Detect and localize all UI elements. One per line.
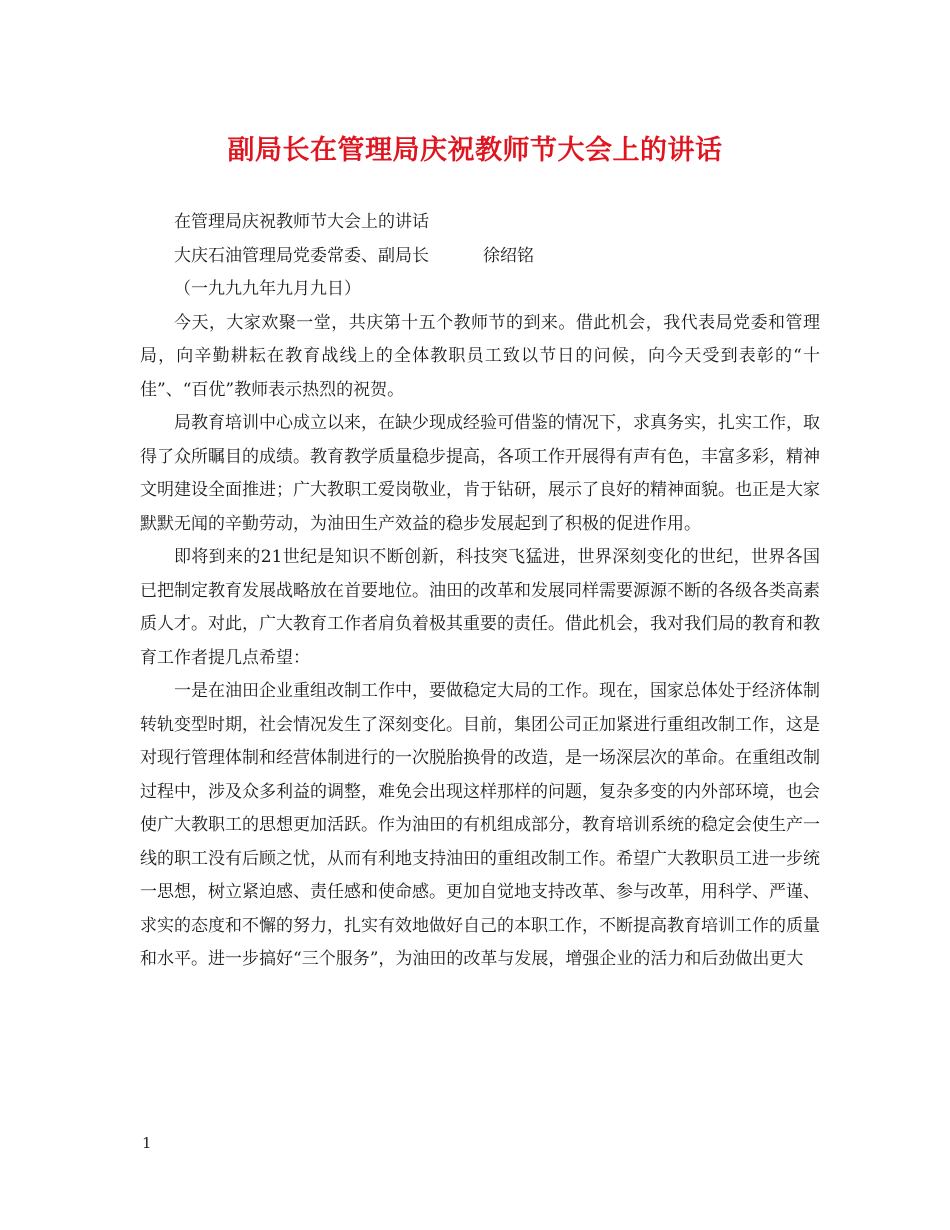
author-line — [140, 240, 820, 274]
paragraph: 局教育培训中心成立以来，在缺少现成经验可借鉴的情况下，求真务实，扎实工作，取得了众所瞩目的成绩。教育教学质量稳步提高，各项工作开展得有声有色，丰富多彩，精神文明建设全面推进；广大教职工爱岗敬业，肯于钻研，展示了良好的精神面貌。也正是大家默默无闻的辛勤劳动，为油田生产效益的稳步发展起到了积极的促进作用。 — [140, 413, 820, 534]
speech-date: （一九九九年九月九日） — [174, 279, 361, 299]
page-number: 1 — [142, 1134, 152, 1152]
document-body — [140, 206, 820, 977]
document-title: 副局长在管理局庆祝教师节大会上的讲话 — [227, 135, 723, 166]
speech-subtitle: 在管理局庆祝教师节大会上的讲话 — [174, 212, 429, 232]
paragraph: 今天，大家欢聚一堂，共庆第十五个教师节的到来。借此机会，我代表局党委和管理局，向辛勤耕耘在教育战线上的全体教职员工致以节日的问候，向今天受到表彰的“十佳”、“百优”教师表示热烈的祝贺。 — [140, 312, 820, 400]
author-name: 徐绍铭 — [483, 245, 534, 266]
paragraph: 即将到来的21世纪是知识不断创新，科技突飞猛进，世界深刻变化的世纪，世界各国已把制定教育发展战略放在首要地位。油田的改革和发展同样需要源源不断的各级各类高素质人才。对此，广大教育工作者肩负着极其重要的责任。借此机会，我对我们局的教育和教育工作者提几点希望： — [140, 547, 820, 668]
author-title: 大庆石油管理局党委常委、副局长 — [174, 245, 429, 266]
paragraph: 一是在油田企业重组改制工作中，要做稳定大局的工作。现在，国家总体处于经济体制转轨变型时期，社会情况发生了深刻变化。目前，集团公司正加紧进行重组改制工作，这是对现行管理体制和经营体制进行的一次脱胎换骨的改造，是一场深层次的革命。在重组改制过程中，涉及众多利益的调整，难免会出现这样那样的问题，复杂多变的内外部环境，也会使广大教职工的思想更加活跃。作为油田的有机组成部分，教育培训系统的稳定会使生产一线的职工没有后顾之忧，从而有利地支持油田的重组改制工作。希望广大教职员工进一步统一思想，树立紧迫感、责任感和使命感。更加自觉地支持改革、参与改革，用科学、严谨、求实的态度和不懈的努力，扎实有效地做好自己的本职工作，不断提高教育培训工作的质量和水平。进一步搞好“三个服务”，为油田的改革与发展，增强企业的活力和后劲做出更大 — [140, 681, 820, 969]
